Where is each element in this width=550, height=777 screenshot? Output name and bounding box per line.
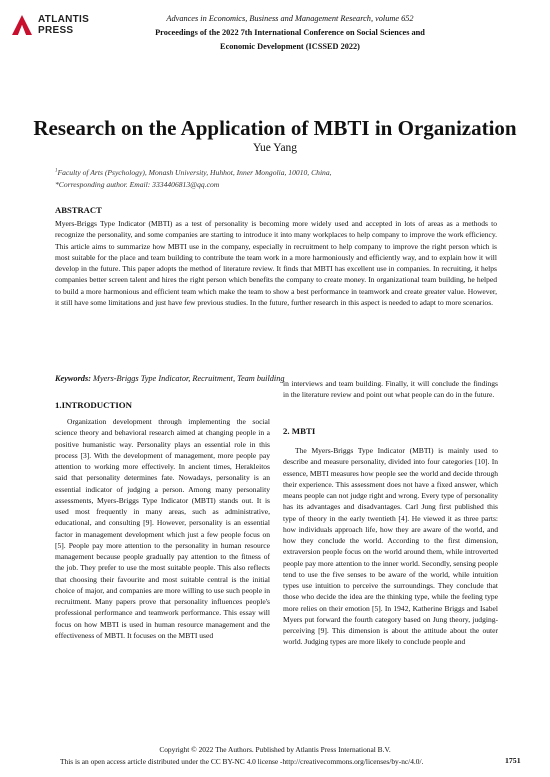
footer-license: This is an open access article distributed under the CC BY-NC 4.0 license -http://creativecommons.org/licenses/by-nc/4.0/. [60,757,424,766]
section-2-column [283,445,498,648]
proceedings-line-2: Economic Development (ICSSED 2022) [220,42,360,51]
abstract-body: Myers-Briggs Type Indicator (MBTI) as a test of personality is becoming more widely used and accepted in lots of areas as a methods to recognize the personality, and some companies are starting to introduce it into many workplaces to help company to improve the work efficiency. This article aims to summarize how MBTI use in the company, especially in recruitment to help company to improve the right person which is most suitable for the place and team building to contribute the team work in a more harmoniously and efficiently way, and to explain how it will develop in the future. This paper adopts the method of literature review. It finds that MBTI has excellent use in companies. In recruiting, it helps companies better screen talent and hires the right person which benefits the company to create money. In organizational team building, he helped to build a more harmonious and efficient team which make the team to show a best performance in teamwork and create greater value. However, it still have some limitations and just have few previous studies. In the future, further research in this aspect is needed to adapt to more scenarios. [55,219,497,307]
section-2-body: The Myers-Briggs Type Indicator (MBTI) is mainly used to describe and measure personality, divided into four categories [10]. In essence, MBTI measures how people see the world and decide through their experience. This assessment does not have a fixed answer, which means people can not judge right and wrong. Every type of personality has its advantages and disadvantages. Carl Jung first published this type of theory in the early twentieth [4]. He viewed it as three parts: how individuals approach life, how they are aware of the world, and how they conclude the world. According to the first dimension, extraversion people focus on the world around them, while introverted people pay more attention to the inner world. Secondly, sensing people tend to use the five senses to be aware of the world, while intuition types use intuition to perceive the surroundings. They conclude that those who decide the idea are the thinking type, while the feeling type more relies on their emotion [5]. In 1942, Katherine Briggs and Isabel Myers put forward the fourth category based on Jung theory, judging-perceiving [9]. This dimension is about the attitude about the outer world. Judging types are more likely to conclude people and [283,446,498,647]
keywords-label: Keywords: [55,374,91,383]
right-column [283,378,498,401]
left-column [55,416,270,641]
affiliation-text: Faculty of Arts (Psychology), Monash University, Huhhot, Inner Mongolia, 10010, China, [57,168,332,177]
logo-text-atlantis: ATLANTIS [38,14,90,25]
logo-text-press: PRESS [38,25,74,36]
section-2-heading: 2. MBTI [283,426,316,436]
intro-continuation: in interviews and team building. Finally, it will conclude the findings in the literature review and point out what people can do in the future. [283,379,498,400]
footer-copyright: Copyright © 2022 The Authors. Published by Atlantis Press International B.V. [159,745,391,754]
atlantis-logo-icon [10,13,34,37]
section-1-heading: 1.INTRODUCTION [55,400,132,410]
section-1-body: Organization development through implementing the social science theory and behavioral research aimed at changing people in a positive humanistic way. Personality plays an essential role in this process [3]. With the development of management, more people pay attention to working more effectively. In ancient times, Herakleitos said that personality determines fate. Nowadays, personality is an essential indicator of judging a person. Among many personality assessments, Myers-Briggs Type Indicator (MBTI) stands out. It is used most frequently in many areas, such as administrative, educational, and consulting [9]. However, personality is an essential factor in management development which just a few people focus on [5]. People pay more attention to the personality in human resource management because people gradually pay attention to the fitness of the job. They prefer to use the most suitable people. This also reflects that choosing their favourite and most suitable central is the initial choice of major, and companies are more willing to use such people in recruitment. Many papers prove that personality influences people's professional performance and teamwork performance. This essay will focus on how MBTI is used in human resource management and the effectiveness of MBTI. It focuses on the MBTI used [55,417,270,640]
keywords-text: Myers-Briggs Type Indicator, Recruitment, Team building [93,374,285,383]
affiliation-marker: 1 [55,168,58,174]
paper-title: Research on the Application of MBTI in Organization [33,116,517,140]
proceedings-line-1: Proceedings of the 2022 7th International Conference on Social Sciences and [155,28,425,37]
page-number: 1751 [505,756,521,765]
corresponding-author: *Corresponding author. Email: 3334406813@qq.com [55,180,220,189]
paper-author: Yue Yang [252,142,298,154]
abstract-heading: ABSTRACT [55,205,102,215]
journal-header: Advances in Economics, Business and Management Research, volume 652 [166,14,414,23]
affiliation [55,168,515,177]
